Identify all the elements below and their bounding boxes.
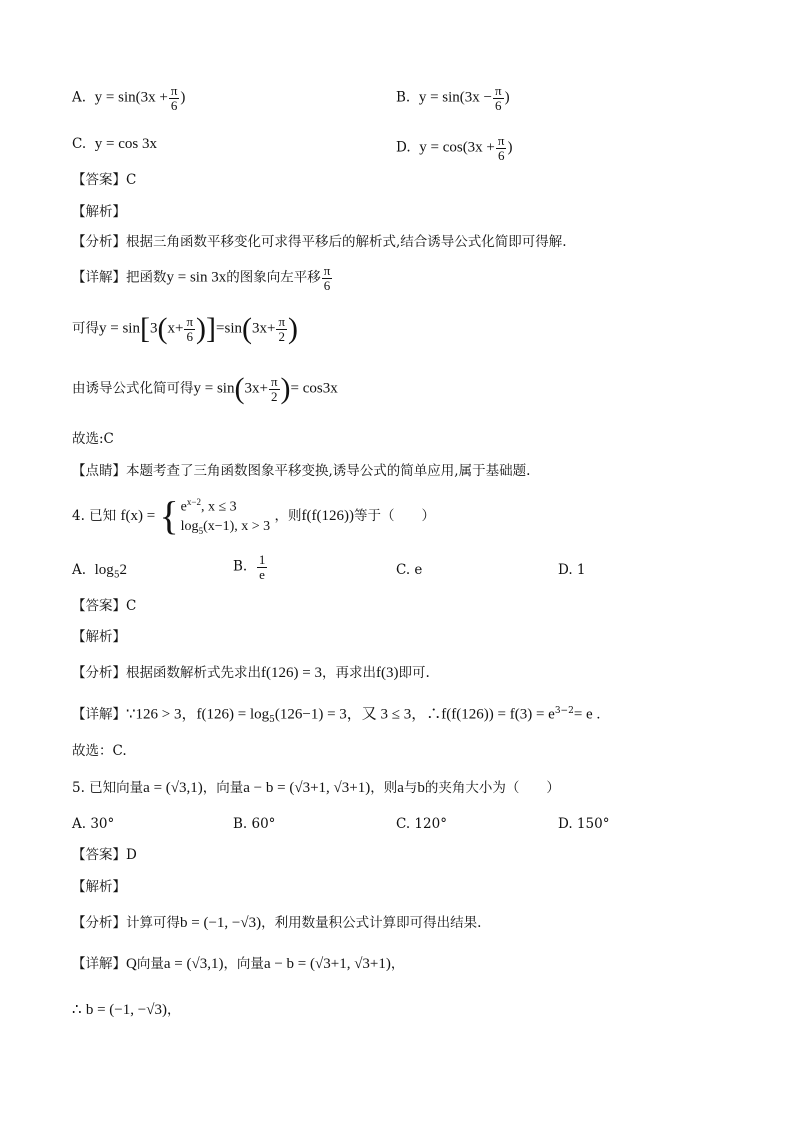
math-expr: =sin xyxy=(216,320,242,337)
fraction xyxy=(257,553,268,581)
math-expr: y = sin xyxy=(99,320,140,337)
q3-answer xyxy=(72,174,136,188)
paren-close: ) xyxy=(288,312,299,345)
option-expr: y = cos 3x xyxy=(94,136,157,152)
paren-open: ( xyxy=(157,312,168,345)
comment-tag: 【点睛】 xyxy=(72,463,126,479)
piecewise-function xyxy=(159,493,271,539)
numerator: π xyxy=(494,83,502,98)
q4-stem xyxy=(72,493,435,539)
math-expr: = e . xyxy=(573,706,601,723)
option-expr: y = sin(3x − xyxy=(418,89,492,106)
q5-detail xyxy=(72,957,404,972)
denominator: 6 xyxy=(170,97,178,113)
answer-value: C xyxy=(126,172,137,188)
q5-option-d: D. 150° xyxy=(558,816,610,832)
fraction xyxy=(276,315,287,343)
text: 与 xyxy=(403,780,418,796)
detail-text: 把函数 xyxy=(126,269,167,286)
option-expr: y = sin(3x + xyxy=(94,89,168,106)
text: ， xyxy=(390,956,405,972)
math-expr: ∵126 > 3， xyxy=(126,706,197,723)
detail-tag: 【详解】 xyxy=(72,706,126,723)
math-expr: (x−1), x > 3 xyxy=(203,518,271,534)
paren: ) xyxy=(507,139,513,156)
answer-value: D xyxy=(126,847,137,863)
bracket-open: [ xyxy=(139,312,150,345)
answer-value: C xyxy=(126,598,137,614)
math-expr: = cos3x xyxy=(290,380,338,397)
text: ，向量 xyxy=(223,956,264,972)
math-expr: 3x+ xyxy=(251,320,276,337)
math-expr: , x ≤ 3 xyxy=(200,499,237,515)
q5-stem xyxy=(72,781,560,796)
q5-option-b: B. 60° xyxy=(233,816,276,832)
math-expr: log xyxy=(180,518,199,534)
q3-line3 xyxy=(72,374,338,404)
denominator: e xyxy=(259,566,265,582)
answer-tag: 【答案】 xyxy=(72,172,126,188)
fenxi-tag: 【分析】 xyxy=(72,915,126,931)
option-letter: D. xyxy=(396,139,411,156)
detail-tag: 【详解】 xyxy=(72,956,126,972)
q3-option-d xyxy=(396,134,512,162)
q3-fenxi xyxy=(72,236,567,250)
text: 由诱导公式化简可得 xyxy=(72,380,194,397)
q3-line2 xyxy=(72,314,298,344)
denominator: 6 xyxy=(495,97,502,113)
math-expr: f(f(126)) = f(3) = e xyxy=(441,706,555,723)
detail-text: 的图象向左平移 xyxy=(226,269,321,286)
brace: { xyxy=(159,493,179,539)
text: 4. 已知 xyxy=(72,507,117,524)
fraction xyxy=(169,84,180,112)
text: 根据函数解析式先求出 xyxy=(126,665,261,681)
text: ，利用数量积公式计算即可得出结果. xyxy=(261,915,482,931)
answer-tag: 【答案】 xyxy=(72,598,126,614)
q5-option-c: C. 120° xyxy=(396,816,447,832)
q5-fenxi xyxy=(72,916,481,931)
superscript: 3−2 xyxy=(554,706,574,716)
q4-fenxi xyxy=(72,666,430,681)
q5-answer xyxy=(72,849,137,863)
q5-analysis-tag: 【解析】 xyxy=(72,879,126,895)
math-expr: f(x) = xyxy=(120,507,156,524)
math-symbol: ∴ xyxy=(72,1002,82,1018)
text: 等于（ ） xyxy=(353,507,435,524)
math-expr: f(126) = log xyxy=(196,706,270,723)
math-expr: f(f(126)) xyxy=(301,507,354,524)
answer-tag: 【答案】 xyxy=(72,847,126,863)
q5-option-a: A. 30° xyxy=(72,816,115,832)
math-expr: 3x+ xyxy=(244,380,268,397)
math-expr: (126−1) = 3，又 3 ≤ 3，∴ xyxy=(274,706,442,723)
math-expr: f(3) xyxy=(375,665,399,681)
option-letter: A. xyxy=(72,89,87,106)
math-expr: a − b = (√3+1, √3+1) xyxy=(263,956,391,972)
subscript: 5 xyxy=(269,715,275,726)
math-expr: b = (−1, −√3) xyxy=(85,1002,167,1018)
q4-option-b xyxy=(233,553,268,581)
superscript: x−2 xyxy=(186,497,201,507)
bracket-close: ] xyxy=(206,312,217,345)
math-symbol: Q xyxy=(126,956,137,972)
q4-detail xyxy=(72,707,600,725)
numerator: π xyxy=(278,313,286,329)
math-expr: log xyxy=(94,562,114,578)
detail-tag: 【详解】 xyxy=(72,269,126,286)
text: 向量 xyxy=(136,956,164,972)
math-expr: e xyxy=(180,499,187,515)
numerator: π xyxy=(170,83,178,98)
comment-text: 本题考查了三角函数图象平移变换,诱导公式的简单应用,属于基础题. xyxy=(126,463,531,479)
math-expr: a xyxy=(397,780,404,796)
math-expr: x+ xyxy=(167,320,184,337)
text: ，则 xyxy=(274,507,302,524)
q4-option-a xyxy=(72,563,127,581)
fraction xyxy=(493,84,504,112)
option-expr: y = cos(3x + xyxy=(419,139,495,156)
q5-last xyxy=(72,1003,180,1018)
q3-choose: 故选:C xyxy=(72,431,114,447)
text: ，再求出 xyxy=(321,665,376,681)
numerator: π xyxy=(186,313,194,329)
text: ，则 xyxy=(370,780,398,796)
numerator: π xyxy=(270,373,278,389)
fraction xyxy=(269,375,280,403)
fenxi-tag: 【分析】 xyxy=(72,665,126,681)
text: ， xyxy=(166,1002,181,1018)
numerator: 1 xyxy=(258,552,266,567)
q4-choose: 故选：C. xyxy=(72,743,127,759)
paren: ) xyxy=(180,89,186,106)
text: 可得 xyxy=(72,320,99,337)
q4-analysis-tag: 【解析】 xyxy=(72,629,126,645)
fraction xyxy=(322,264,333,292)
q3-detail xyxy=(72,264,333,292)
math-expr: b = (−1, −√3) xyxy=(180,915,262,931)
denominator: 6 xyxy=(497,147,505,163)
q4-option-c: C. e xyxy=(396,562,423,578)
numerator: π xyxy=(323,263,331,278)
fenxi-text: 根据三角函数平移变化可求得平移后的解析式,结合诱导公式化简即可得解. xyxy=(126,234,567,250)
q3-option-c xyxy=(72,137,157,152)
case-2 xyxy=(181,518,271,537)
fraction xyxy=(496,134,507,162)
case-1 xyxy=(181,496,271,518)
fenxi-tag: 【分析】 xyxy=(72,234,126,250)
option-letter: A. xyxy=(72,562,87,578)
q4-option-d: D. 1 xyxy=(558,562,586,578)
subscript: 5 xyxy=(113,570,120,581)
math-expr: b xyxy=(417,780,425,796)
q3-option-a xyxy=(72,84,185,112)
math-expr: 2 xyxy=(119,562,128,578)
q3-option-b xyxy=(396,84,510,112)
fraction xyxy=(184,315,195,343)
math-expr: f(126) = 3 xyxy=(261,665,322,681)
option-letter: B. xyxy=(233,558,248,575)
paren: ) xyxy=(504,89,510,106)
q4-answer xyxy=(72,600,136,614)
denominator: 6 xyxy=(323,277,331,293)
q3-analysis-tag: 【解析】 xyxy=(72,204,126,220)
paren-close: ) xyxy=(280,372,291,405)
text: 的夹角大小为（ ） xyxy=(424,780,560,796)
text: 计算可得 xyxy=(126,915,180,931)
numerator: π xyxy=(497,133,505,148)
math-expr: 3 xyxy=(149,320,158,337)
subscript: 5 xyxy=(198,525,204,536)
paren-close: ) xyxy=(196,312,207,345)
paren-open: ( xyxy=(241,312,252,345)
cases xyxy=(181,496,271,536)
denominator: 6 xyxy=(186,328,193,344)
paren-open: ( xyxy=(234,372,245,405)
denominator: 2 xyxy=(278,328,285,344)
option-letter: B. xyxy=(396,89,411,106)
math-expr: y = sin 3x xyxy=(166,269,227,286)
text: ，向量 xyxy=(202,780,244,796)
math-expr: a − b = (√3+1, √3+1) xyxy=(243,780,371,796)
denominator: 2 xyxy=(270,388,278,404)
text: 5. 已知向量 xyxy=(72,780,144,796)
text: 即可. xyxy=(398,665,430,681)
math-expr: a = (√3,1) xyxy=(163,956,224,972)
math-expr: a = (√3,1) xyxy=(143,780,203,796)
q3-comment xyxy=(72,465,530,479)
math-expr: y = sin xyxy=(193,380,235,397)
option-letter: C. xyxy=(72,136,87,152)
